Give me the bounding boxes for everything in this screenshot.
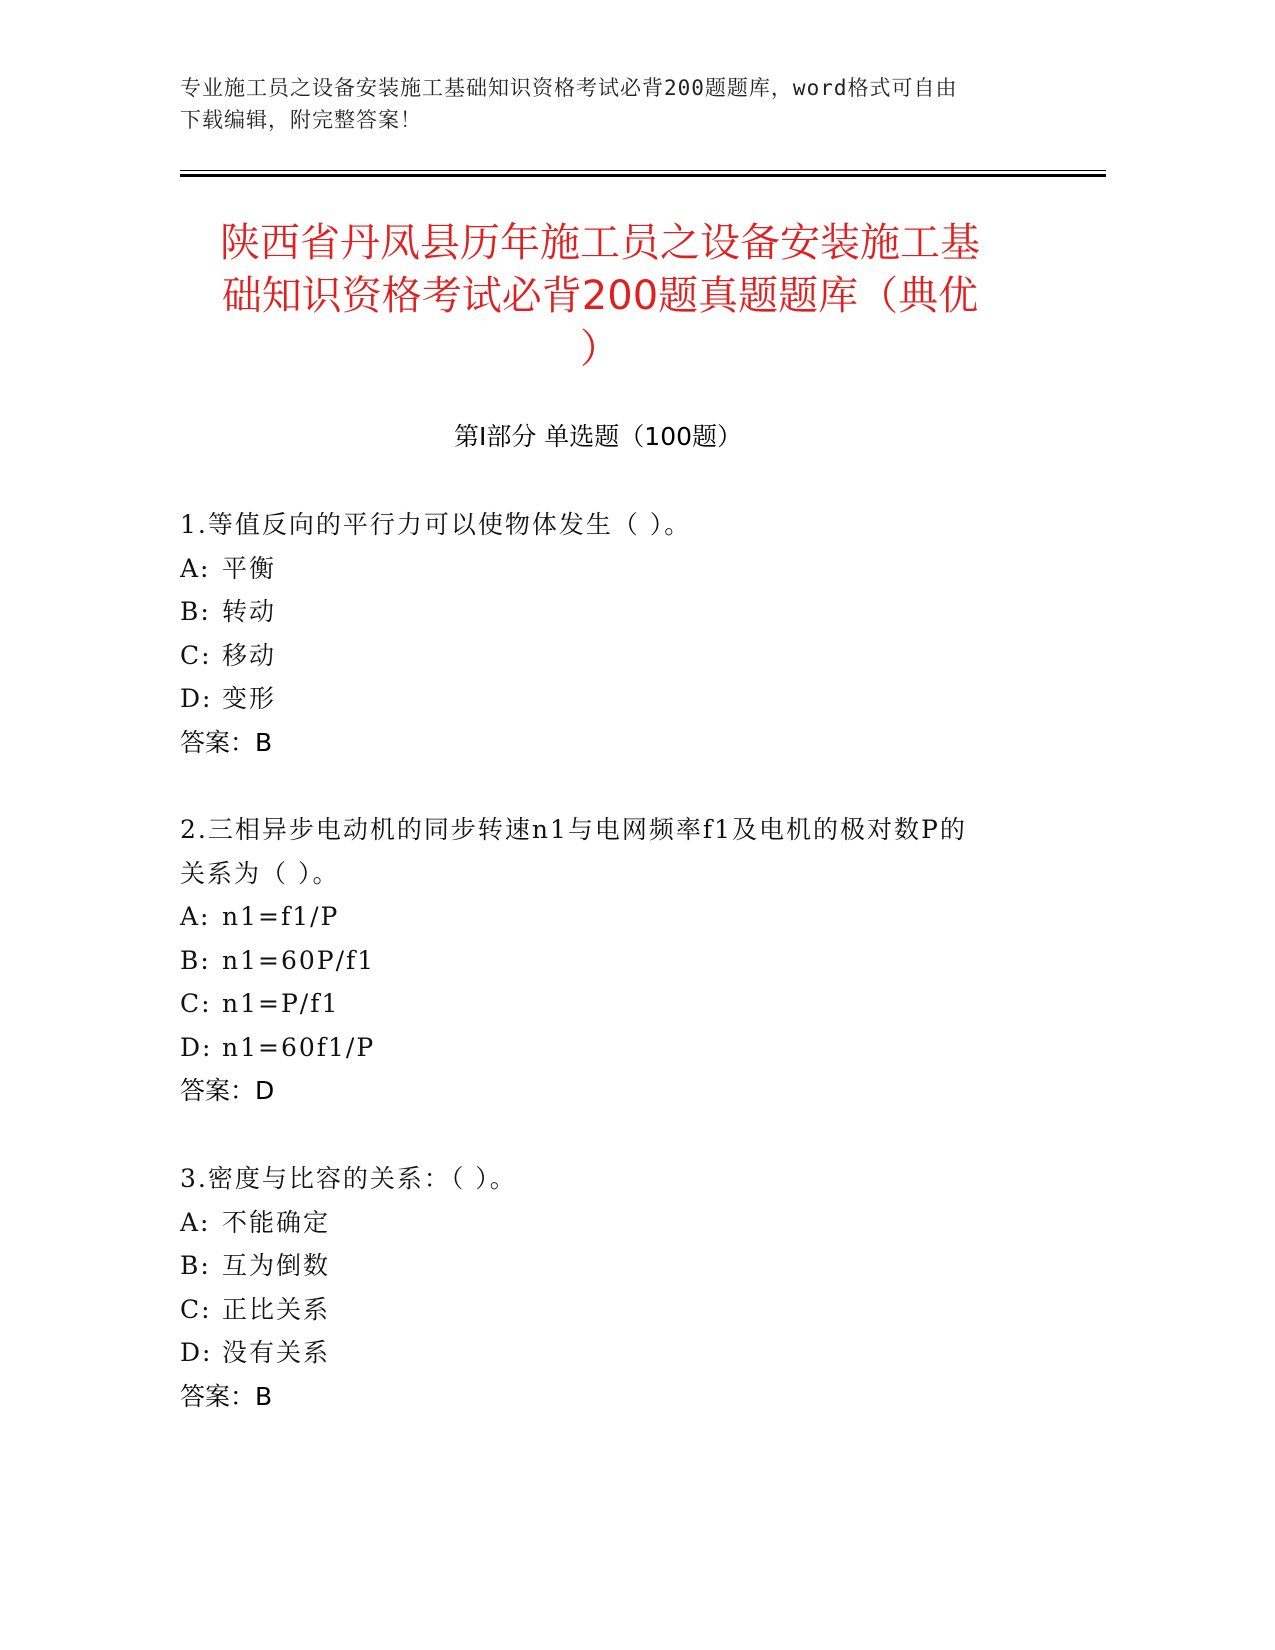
option-letter: A: xyxy=(180,553,211,583)
option-d xyxy=(180,1026,1080,1070)
header-line-2: 下载编辑，附完整答案！ xyxy=(180,108,422,132)
header-divider-thick xyxy=(180,174,1106,177)
option-text: 转动 xyxy=(222,597,277,626)
option-c xyxy=(180,1288,1080,1332)
option-letter: D: xyxy=(180,1338,213,1367)
option-letter: C: xyxy=(180,640,212,670)
option-letter: A: xyxy=(180,902,211,931)
option-letter: B: xyxy=(180,945,211,975)
document-title xyxy=(150,217,1050,376)
question-text: 3.密度与比容的关系：（ ）。 xyxy=(180,1164,517,1193)
answer: 答案：D xyxy=(180,1076,275,1105)
option-text: 平衡 xyxy=(222,553,277,583)
option-a xyxy=(180,1201,1080,1245)
option-a xyxy=(180,547,1080,591)
option-text: 没有关系 xyxy=(222,1338,331,1367)
option-letter: A: xyxy=(180,1207,211,1237)
answer: 答案：B xyxy=(180,1381,273,1411)
option-letter: D: xyxy=(180,684,213,713)
question-text-continued: 关系为（ ）。 xyxy=(180,858,340,888)
option-text: n1=f1/P xyxy=(222,902,340,931)
header-line-1: 专业施工员之设备安装施工基础知识资格考试必背200题题库，word格式可自由 xyxy=(180,76,958,100)
option-letter: D: xyxy=(180,1032,213,1062)
option-text: n1=60f1/P xyxy=(222,1032,376,1062)
option-d xyxy=(180,677,1080,721)
title-line-3: ） xyxy=(580,326,620,372)
option-text: 移动 xyxy=(222,640,277,670)
question-2 xyxy=(180,808,1080,1113)
option-c xyxy=(180,982,1080,1026)
answer: 答案：B xyxy=(180,727,273,757)
option-letter: B: xyxy=(180,597,211,626)
option-c xyxy=(180,634,1080,678)
question-text: 1.等值反向的平行力可以使物体发生（ ）。 xyxy=(180,510,692,539)
option-text: 正比关系 xyxy=(222,1294,331,1324)
option-text: 变形 xyxy=(222,684,277,713)
option-text: n1=60P/f1 xyxy=(222,945,376,975)
question-1 xyxy=(180,503,1080,764)
question-3 xyxy=(180,1157,1080,1418)
option-b xyxy=(180,1244,1080,1288)
option-a xyxy=(180,895,1080,939)
option-letter: B: xyxy=(180,1251,211,1280)
option-text: n1=P/f1 xyxy=(222,989,340,1018)
option-d xyxy=(180,1331,1080,1375)
title-line-1: 陕西省丹凤县历年施工员之设备安装施工基 xyxy=(220,220,980,266)
option-b xyxy=(180,939,1080,983)
section-title: 第Ⅰ部分 单选题（100题） xyxy=(453,422,743,451)
option-b xyxy=(180,590,1080,634)
option-text: 互为倒数 xyxy=(222,1251,331,1280)
title-line-2: 础知识资格考试必背200题真题题库（典优 xyxy=(221,273,979,319)
header-divider-thin xyxy=(180,170,1106,171)
option-letter: C: xyxy=(180,1294,212,1324)
question-text: 2.三相异步电动机的同步转速n1与电网频率f1及电机的极对数P的 xyxy=(180,815,967,844)
document-header xyxy=(180,72,1040,136)
option-letter: C: xyxy=(180,989,212,1018)
option-text: 不能确定 xyxy=(222,1207,331,1237)
